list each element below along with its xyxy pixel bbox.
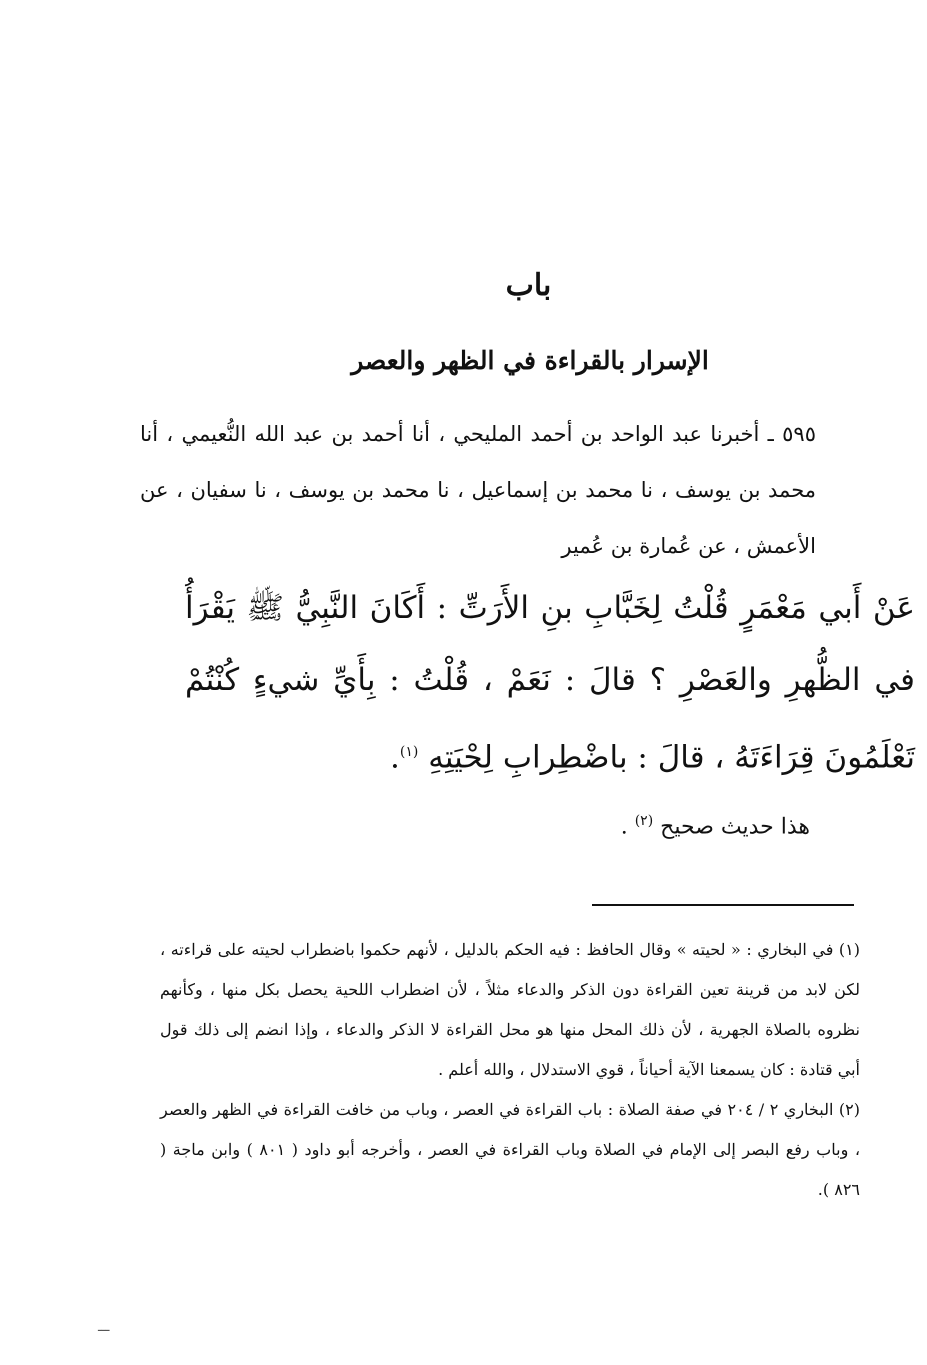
footnote-ref-1: (١) bbox=[399, 744, 419, 760]
footnote-ref-2: (٢) bbox=[634, 813, 654, 829]
chapter-subtitle: الإسرار بالقراءة في الظهر والعصر bbox=[351, 346, 709, 375]
hadith-grade: هذا حديث صحيح bbox=[660, 814, 810, 840]
hadith-matn: عَنْ أَبي مَعْمَرٍ قُلْتُ لِخَبَّابِ بنِ الأَرَتِّ : أَكَانَ النَّبِيُّ ﷺ يَقْرَأُ في الظُّهرِ والعَصْرِ ؟ قالَ : نَعَمْ ، قُلْتُ : بِأَيِّ شيءٍ كُنْتُمْ تَعْلَمُونَ قِرَاءَتَهُ ، قالَ : باضْطِرابِ لِحْيَتِهِ bbox=[185, 590, 915, 776]
grade-end-period: . bbox=[620, 814, 628, 840]
footnote-divider bbox=[592, 904, 854, 906]
chapter-title: باب bbox=[505, 268, 552, 303]
hadith-grade-block bbox=[380, 796, 810, 852]
footnotes bbox=[160, 930, 860, 1210]
footnote-1: (١) في البخاري : « لحيته » وقال الحافظ : فيه الحكم بالدليل ، لأنهم حكموا باضطراب لحيته على قراءته ، لكن لابد من قرينة تعين القراءة دون الذكر والدعاء مثلاً ، لأن اضطراب اللحية يحصل بكل منها ، وكأنهم نظروه بالصلاة الجهرية ، لأن ذلك المحل منها هو محل القراءة لا الذكر والدعاء ، وإذا انضم إلى ذلك قول أبي قتادة : كان يسمعنا الآية أحياناً ، قوي الاستدلال ، والله أعلم . bbox=[160, 940, 860, 1079]
footnote-2: (٢) البخاري ٢ / ٢٠٤ في صفة الصلاة : باب القراءة في العصر ، وباب من خافت القراءة في الظهر والعصر ، وباب رفع البصر إلى الإمام في الصلاة وباب القراءة في العصر ، وأخرجه أبو داود ( ٨٠١ ) وابن ماجة ( ٨٢٦ ). bbox=[160, 1100, 861, 1199]
hadith-matn-block bbox=[185, 572, 915, 793]
page-mark: ـــ bbox=[98, 1320, 110, 1335]
hadith-isnad: ٥٩٥ ـ أخبرنا عبد الواحد بن أحمد المليحي ، أنا أحمد بن عبد الله النُّعيمي ، أنا محمد بن يوسف ، نا محمد بن إسماعيل ، نا محمد بن يوسف ، نا سفيان ، عن الأعمش ، عن عُمارة بن عُمير bbox=[140, 422, 816, 558]
matn-end-period: . bbox=[390, 739, 400, 776]
